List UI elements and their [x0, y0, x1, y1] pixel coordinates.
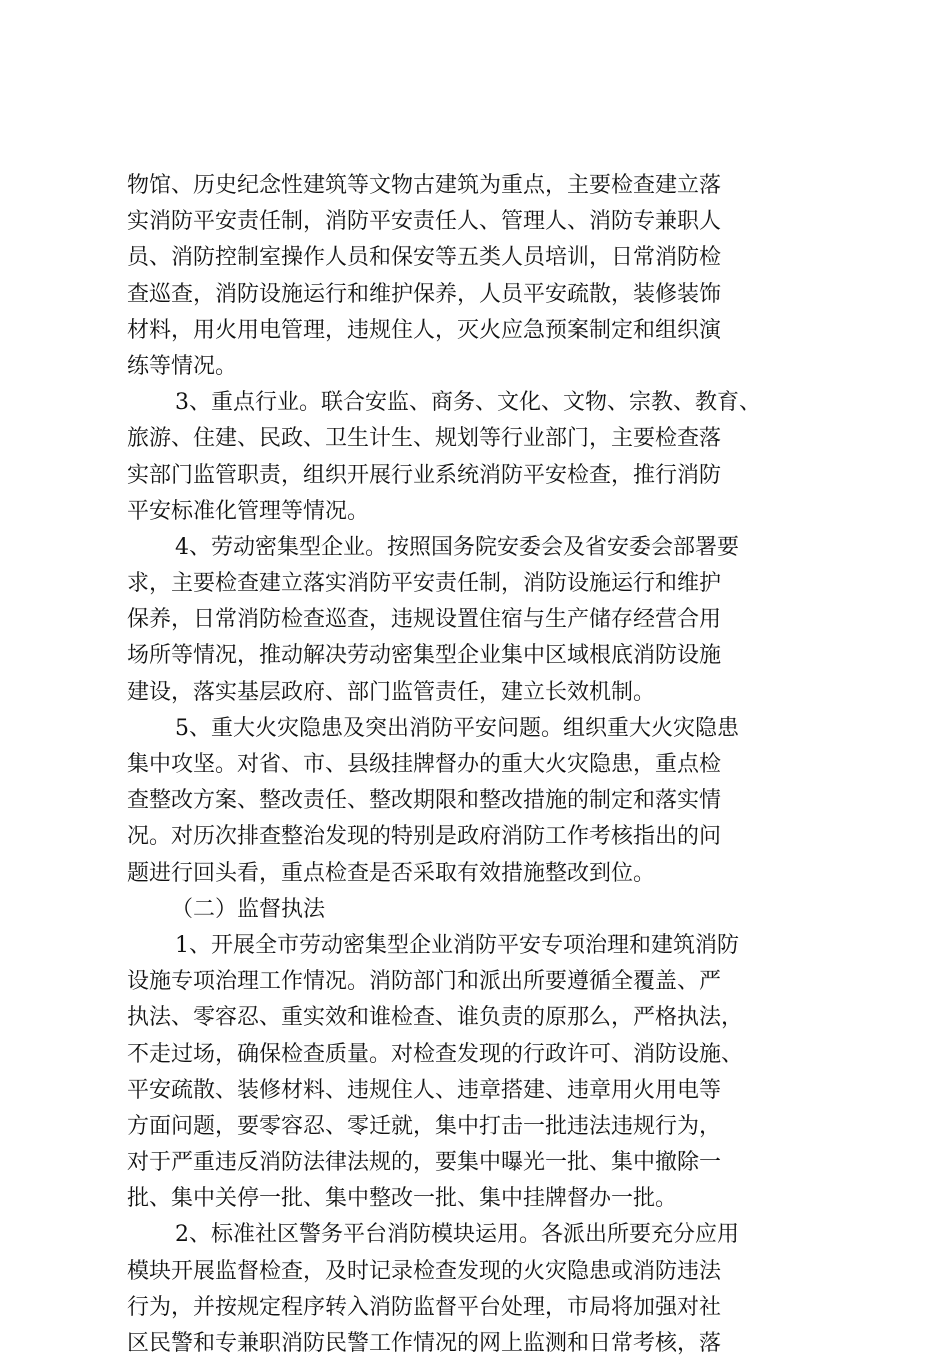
text-line: 场所等情况，推动解决劳动密集型企业集中区域根底消防设施 — [127, 643, 722, 669]
text-line: 区民警和专兼职消防民警工作情况的网上监测和日常考核，落 — [127, 1331, 722, 1356]
text-line: 模块开展监督检查，及时记录检查发现的火灾隐患或消防违法 — [127, 1258, 722, 1284]
text-line: 练等情况。 — [127, 353, 238, 379]
text-line: 批、集中关停一批、集中整改一批、集中挂牌督办一批。 — [127, 1186, 678, 1212]
text-line: 员、消防控制室操作人员和保安等五类人员培训，日常消防检 — [127, 245, 722, 271]
text-line: 2、标准社区警务平台消防模块运用。各派出所要充分应用 — [175, 1222, 739, 1248]
text-line: 况。对历次排查整治发现的特别是政府消防工作考核指出的问 — [127, 824, 722, 850]
text-line: 建设，落实基层政府、部门监管责任，建立长效机制。 — [127, 679, 656, 705]
text-line: 查整改方案、整改责任、整改期限和整改措施的制定和落实情 — [127, 788, 722, 814]
section-heading: （二）监督执法 — [171, 896, 326, 922]
text-line: 实消防平安责任制，消防平安责任人、管理人、消防专兼职人 — [127, 209, 722, 235]
text-line: 求，主要检查建立落实消防平安责任制，消防设施运行和维护 — [127, 571, 722, 597]
text-line: 对于严重违反消防法律法规的，要集中曝光一批、集中撤除一 — [127, 1150, 722, 1176]
text-line: 3、重点行业。联合安监、商务、文化、文物、宗教、教育、 — [175, 390, 761, 416]
text-line: 查巡查，消防设施运行和维护保养，人员平安疏散，装修装饰 — [127, 281, 722, 307]
text-line: 材料，用火用电管理，违规住人，灭火应急预案制定和组织演 — [127, 317, 722, 343]
text-line: 实部门监管职责，组织开展行业系统消防平安检查，推行消防 — [127, 462, 722, 488]
text-line: 不走过场，确保检查质量。对检查发现的行政许可、消防设施、 — [127, 1041, 744, 1067]
document-body — [127, 168, 847, 1362]
text-line: 4、劳动密集型企业。按照国务院安委会及省安委会部署要 — [175, 534, 739, 560]
text-line: 集中攻坚。对省、市、县级挂牌督办的重大火灾隐患，重点检 — [127, 752, 722, 777]
text-line: 平安标准化管理等情况。 — [127, 498, 370, 524]
text-line: 行为，并按规定程序转入消防监督平台处理，市局将加强对社 — [127, 1294, 722, 1320]
text-line: 旅游、住建、民政、卫生计生、规划等行业部门，主要检查落 — [127, 426, 722, 452]
text-line: 执法、零容忍、重实效和谁检查、谁负责的原那么，严格执法， — [127, 1005, 744, 1031]
text-line: 方面问题，要零容忍、零迁就，集中打击一批违法违规行为， — [127, 1113, 722, 1139]
text-line: 保养，日常消防检查巡查，违规设置住宿与生产储存经营合用 — [127, 607, 722, 633]
text-line: 题进行回头看，重点检查是否采取有效措施整改到位。 — [127, 860, 656, 886]
text-line: 平安疏散、装修材料、违规住人、违章搭建、违章用火用电等 — [127, 1077, 722, 1103]
text-line: 设施专项治理工作情况。消防部门和派出所要遵循全覆盖、严 — [127, 969, 722, 995]
text-line: 1、开展全市劳动密集型企业消防平安专项治理和建筑消防 — [175, 932, 739, 958]
text-line: 物馆、历史纪念性建筑等文物古建筑为重点，主要检查建立落 — [127, 173, 722, 198]
text-line: 5、重大火灾隐患及突出消防平安问题。组织重大火灾隐患 — [175, 715, 739, 741]
